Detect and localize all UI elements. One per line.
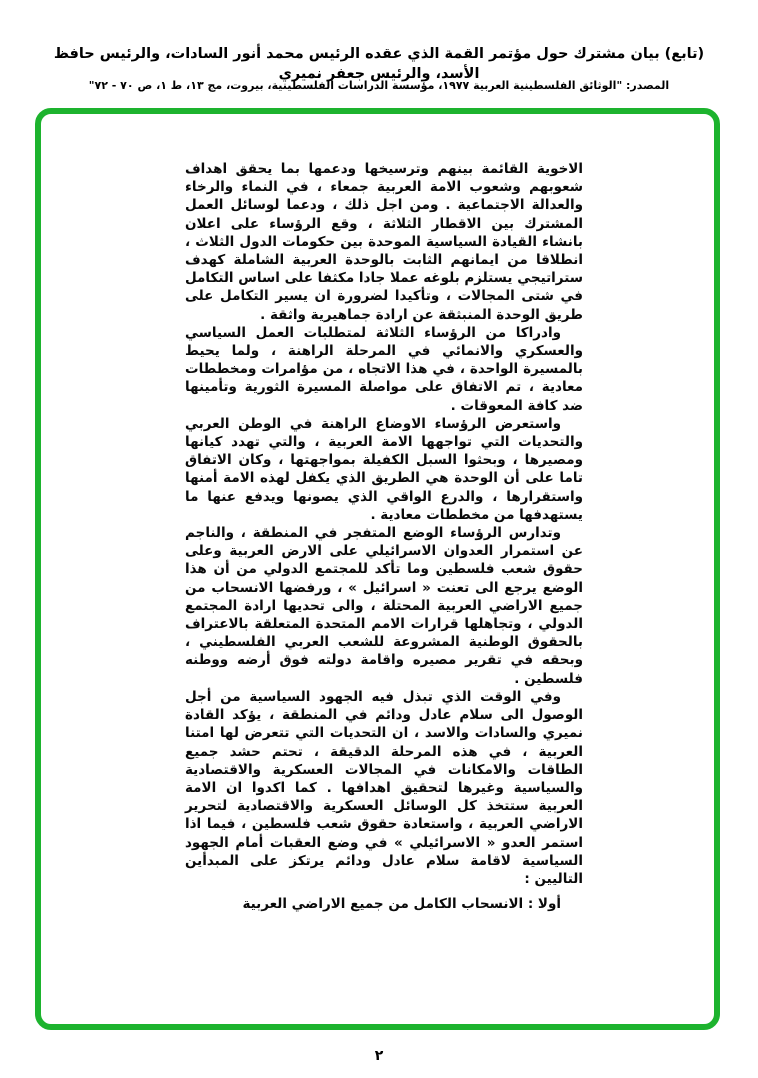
page-number: ٢ [374, 1048, 384, 1064]
source-citation: المصدر: "الوثائق الفلسطينية العربية ١٩٧٧، مؤسسة الدراسات الفلسطينية، بيروت، مج ١٣، ط ١، ص ٧٠ - ٧٢" [88, 79, 670, 92]
paragraph: وادراكا من الرؤساء الثلاثة لمتطلبات العمل السياسي والعسكري والانمائي في المرحلة الراهنة ، ولما يحيط بالمسيرة الواحدة ، في هذا الاتجاه ، من مؤامرات ومخططات معادية ، تم الاتفاق على مواصلة المسيرة الثورية وتأمينها ضد كافة المعوقات . [185, 324, 583, 414]
paragraph: واستعرض الرؤساء الاوضاع الراهنة في الوطن العربي والتحديات التي تواجهها الامة العربية ، والتي تهدد كيانها ومصيرها ، وبحثوا السبل الكفيلة بمواجهتها ، وكان الاتفاق تاما على أن الوحدة هي الطريق الذي يكفل لهذه الامة أمنها واستقرارها ، والدرع الواقي الذي يصونها ويدفع عنها ما يستهدفها من مخططات معادية . [185, 415, 583, 523]
paragraph: أولا : الانسحاب الكامل من جميع الاراضي العربية [242, 896, 561, 913]
document-title: (تابع) بيان مشترك حول مؤتمر القمة الذي عقده الرئيس محمد أنور السادات، والرئيس حافظ الأسد، والرئيس جعفر نميري [53, 46, 705, 82]
green-border-frame [35, 108, 720, 1030]
document-body [185, 160, 583, 913]
paragraph: وتدارس الرؤساء الوضع المتفجر في المنطقة ، والناجم عن استمرار العدوان الاسرائيلي على الارض العربية وعلى حقوق شعب فلسطين وما تأكد للمجتمع الدولي من أن هذا الوضع يرجع الى تعنت « اسرائيل » ، ورفضها الانسحاب من جميع الاراضي العربية المحتلة ، والى تحديها ارادة المجتمع الدولي ، وتجاهلها قرارات الامم المتحدة المتعلقة بالاعتراف بالحقوق الوطنية المشروعة للشعب العربي الفلسطيني ، وبحقه في تقرير مصيره واقامة دولته فوق أرضه ووطنه فلسطين . [185, 525, 583, 687]
paragraph: الاخوية القائمة بينهم وترسيخها ودعمها بما يحقق اهداف شعوبهم وشعوب الامة العربية جمعاء ، في النماء والرخاء والعدالة الاجتماعية . ومن اجل ذلك ، ودعما لوسائل العمل المشترك بين الاقطار الثلاثة ، وقع الرؤساء على اعلان بانشاء القيادة السياسية الموحدة بين حكومات الدول الثلاث ، انطلاقا من ايمانهم الثابت بالوحدة العربية الشاملة كهدف ستراتيجي يستلزم بلوغه عملا جادا مكثفا على اساس التكامل في شتى المجالات ، وتأكيدا لضرورة ان يسير التكامل على طريق الوحدة المنبثقة عن ارادة جماهيرية واثقة . [185, 161, 583, 323]
paragraph: وفي الوقت الذي تبذل فيه الجهود السياسية من أجل الوصول الى سلام عادل ودائم في المنطقة ، يؤكد القادة نميري والسادات والاسد ، ان التحديات التي تتعرض لها امتنا العربية ، في هذه المرحلة الدقيقة ، تحتم حشد جميع الطاقات والامكانات في المجالات العسكرية والاقتصادية والسياسية وغيرها لتحقيق اهدافها . كما اكدوا ان الامة العربية ستتخذ كل الوسائل العسكرية والاقتصادية لتحرير الاراضي العربية ، واستعادة حقوق شعب فلسطين ، فيما اذا استمر العدو « الاسرائيلي » في وضع العقبات أمام الجهود السياسية لاقامة سلام عادل ودائم يرتكز على المبدأين التاليين : [185, 688, 583, 887]
